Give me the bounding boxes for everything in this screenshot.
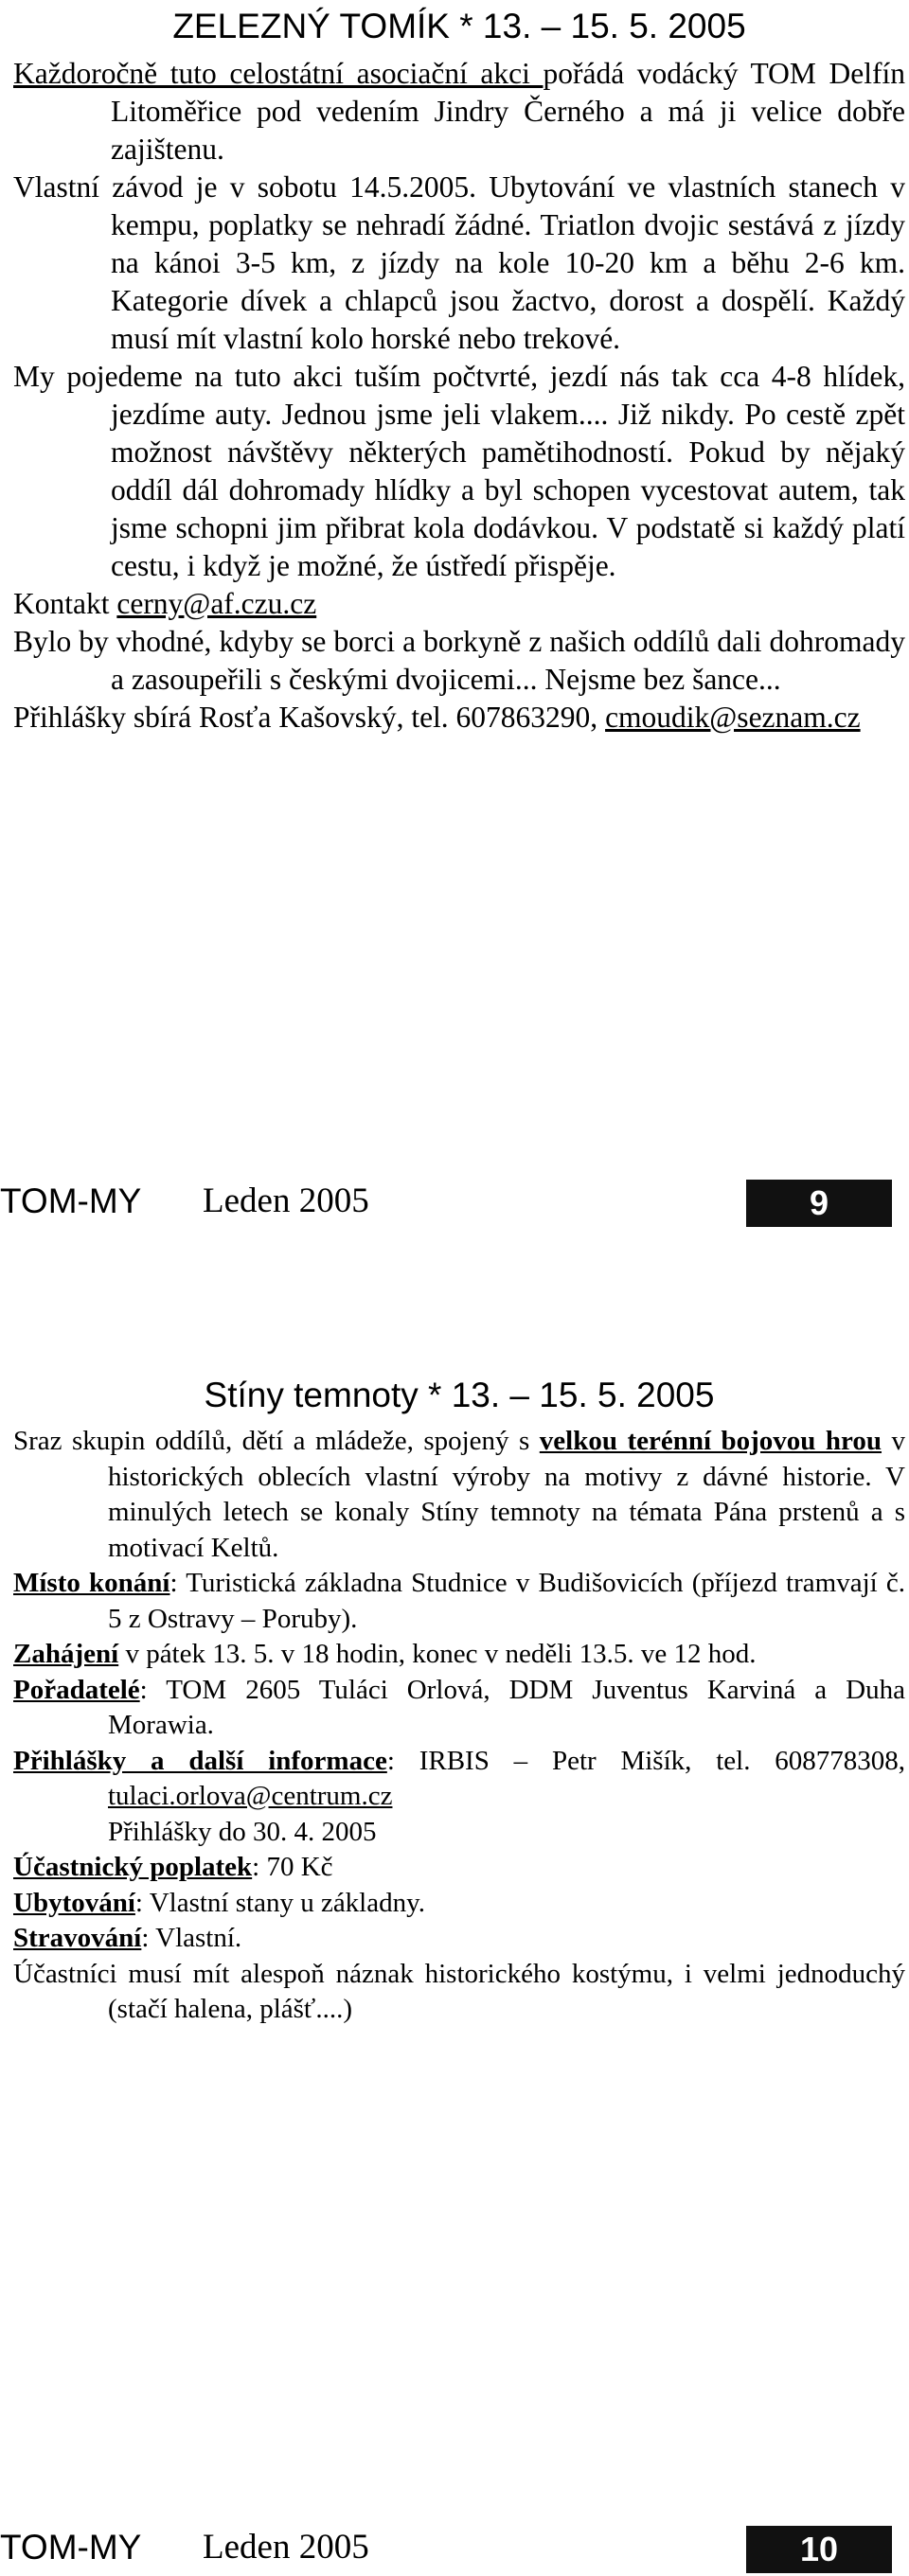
start-label: Zahájení [13, 1639, 119, 1669]
paragraph-costume: Účastníci musí mít alespoň náznak historického kostýmu, i velmi jednoduchý (stačí halena, plášť....) [13, 1958, 905, 2024]
article-body [13, 55, 905, 737]
venue-label: Místo konání [13, 1568, 170, 1598]
item-accommodation [13, 1886, 905, 1922]
fee-text: : 70 Kč [252, 1852, 333, 1882]
intro-underlined: Každoročně tuto celostátní asociační akci [13, 57, 544, 90]
item-venue [13, 1566, 905, 1637]
intro-text-b: v historických oblecích vlastní výroby na motivy z dávné historie. V minulých letech se konaly Stíny temnoty na témata Pána prstenů a s motivací Keltů. [108, 1426, 905, 1563]
item-organizers [13, 1673, 905, 1744]
registration-text: : IRBIS – Petr Mišík, tel. 608778308, [386, 1745, 906, 1776]
footer-page-number: 10 [746, 2526, 892, 2573]
catering-label: Stravování [13, 1923, 142, 1953]
page-footer [0, 2524, 892, 2575]
footer-issue-date: Leden 2005 [203, 2528, 369, 2567]
paragraph-contact [13, 585, 905, 623]
article-title: Stíny temnoty * 13. – 15. 5. 2005 [204, 1376, 715, 1414]
organizers-text: : TOM 2605 Tuláci Orlová, DDM Juventus Karviná a Duha Morawia. [108, 1674, 905, 1740]
contact-label: Kontakt [13, 587, 117, 620]
footer-magazine-name: TOM-MY [0, 1181, 142, 1220]
fee-label: Účastnický poplatek [13, 1852, 253, 1882]
article-stiny-temnoty [13, 1373, 905, 2028]
item-start [13, 1637, 905, 1673]
intro-text-a: Sraz skupin oddílů, dětí a mládeže, spojený s [13, 1426, 540, 1456]
registration-label: Přihlášky a další informace [13, 1745, 387, 1776]
registration-email-link[interactable]: cmoudik@seznam.cz [605, 701, 861, 734]
paragraph-intro [13, 55, 905, 169]
page-footer [0, 1178, 892, 1229]
registration-text: Přihlášky sbírá Rosťa Kašovský, tel. 607863290, [13, 701, 606, 734]
footer-page-number: 9 [746, 1180, 892, 1227]
item-registration [13, 1744, 905, 1815]
venue-text: : Turistická základna Studnice v Budišovicích (příjezd tramvají č. 5 z Ostravy – Poruby). [108, 1568, 905, 1634]
paragraph-appeal: Bylo by vhodné, kdyby se borci a borkyně z našich oddílů dali dohromady a zasoupeřili s českými dvojicemi... Nejsme bez šance... [13, 625, 905, 696]
accommodation-text: : Vlastní stany u základny. [134, 1887, 425, 1918]
registration-email-link[interactable]: tulaci.orlova@centrum.cz [108, 1781, 393, 1811]
footer-magazine-name: TOM-MY [0, 2528, 142, 2567]
paragraph-travel: My pojedeme na tuto akci tuším počtvrté, jezdí nás tak cca 4-8 hlídek, jezdíme auty. Jednou jsme jeli vlakem.... Již nikdy. Po cestě zpět možnost návštěvy některých pamětihodností. Pokud by nějaký oddíl dál dohromady hlídky a byl schopen vycestovat autem, tak jsme schopni jim přibrat kola dodávkou. V podstatě si každý platí cestu, i když je možné, že ústředí přispěje. [13, 360, 905, 582]
paragraph-intro [13, 1424, 905, 1566]
paragraph-race: Vlastní závod je v sobotu 14.5.2005. Ubytování ve vlastních stanech v kempu, poplatky se nehradí žádné. Triatlon dvojic sestává z jízdy na kánoi 3-5 km, z jízdy na kole 10-20 km a běhu 2-6 km. Kategorie dívek a chlapců jsou žactvo, dorost a dospělí. Každý musí mít vlastní kolo horské nebo trekové. [13, 170, 905, 355]
item-fee [13, 1850, 905, 1886]
paragraph-registration [13, 699, 905, 737]
article-title: ZELEZNÝ TOMÍK * 13. – 15. 5. 2005 [172, 7, 746, 45]
catering-text: : Vlastní. [141, 1923, 242, 1953]
contact-email-link[interactable]: cerny@af.czu.cz [116, 587, 317, 620]
item-catering [13, 1921, 905, 1957]
footer-issue-date: Leden 2005 [203, 1181, 369, 1220]
registration-deadline: Přihlášky do 30. 4. 2005 [108, 1816, 377, 1847]
start-text: v pátek 13. 5. v 18 hodin, konec v neděli 13.5. ve 12 hod. [118, 1639, 757, 1669]
accommodation-label: Ubytování [13, 1887, 135, 1918]
intro-text: pořádá vodácký TOM Delfín Litoměřice pod vedením Jindry Černého a má ji velice dobře zajištenu. [111, 57, 906, 166]
article-body [13, 1424, 905, 2028]
organizers-label: Pořadatelé [13, 1674, 140, 1705]
intro-bold-underlined: velkou terénní bojovou hrou [539, 1426, 882, 1456]
article-zelezny-tomik [13, 0, 905, 737]
